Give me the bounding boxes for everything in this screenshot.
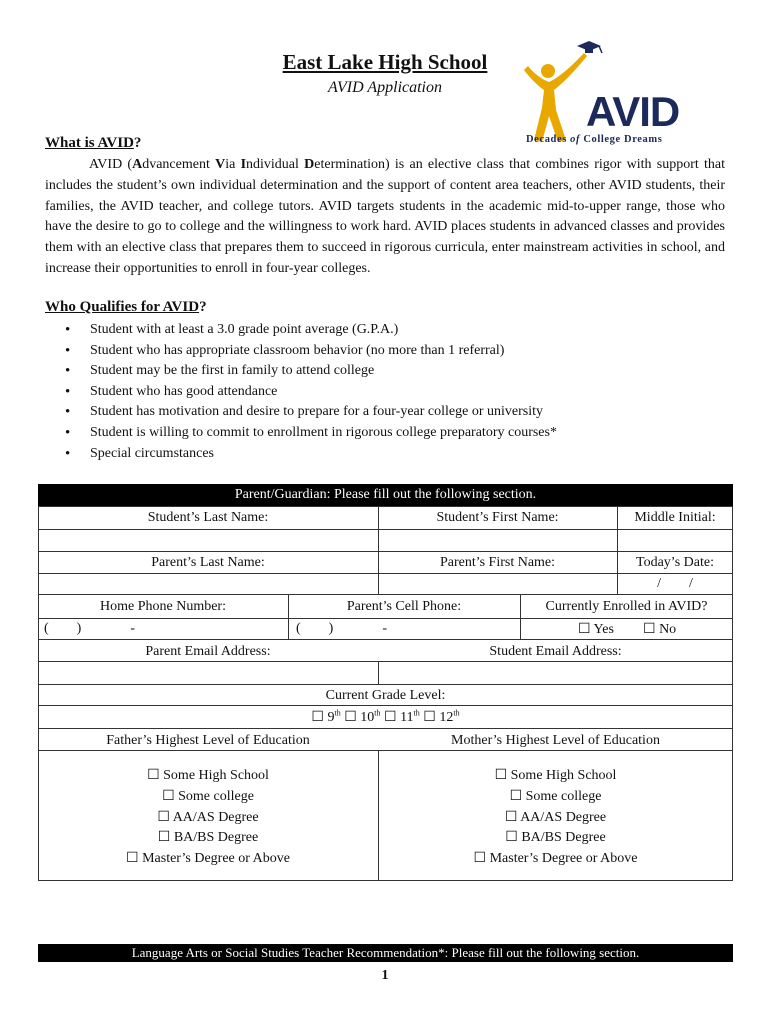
grade-11-checkbox[interactable]: ☐ 11th (384, 708, 420, 725)
teacher-section-header: Language Arts or Social Studies Teacher Recommendation*: Please fill out the following section. (38, 944, 733, 962)
cell-phone-label: Parent’s Cell Phone: (346, 599, 462, 614)
student-email-field[interactable] (379, 662, 732, 684)
avid-logo (522, 38, 712, 150)
what-is-avid-heading: What is AVID? (45, 135, 142, 151)
student-first-name-label: Student’s First Name: (436, 510, 559, 525)
form-title: AVID Application (328, 79, 442, 96)
mother-option-ba-bs[interactable]: ☐ BA/BS Degree (505, 830, 606, 846)
grade-level-options (38, 708, 733, 726)
list-item: • Student is willing to commit to enrollment in rigorous college preparatory courses* (45, 423, 557, 444)
list-item: • Student has motivation and desire to prepare for a four-year college or university (45, 402, 557, 423)
parent-section-header: Parent/Guardian: Please fill out the following section. (38, 484, 733, 506)
cell-phone-field[interactable]: ( ) - (296, 621, 387, 636)
father-option-ba-bs[interactable]: ☐ BA/BS Degree (157, 830, 259, 846)
avid-logo-tagline: Decades of College Dreams (526, 134, 663, 145)
enrolled-no-checkbox[interactable]: ☐ No (643, 622, 677, 637)
student-last-name-label: Student’s Last Name: (147, 510, 269, 525)
list-item: • Student who has appropriate classroom behavior (no more than 1 referral) (45, 341, 557, 362)
father-option-masters[interactable]: ☐ Master’s Degree or Above (126, 851, 290, 867)
home-phone-field[interactable]: ( ) - (44, 621, 135, 636)
parent-email-field[interactable] (39, 662, 378, 684)
mother-education-options (378, 766, 733, 870)
parent-first-name-label: Parent’s First Name: (439, 555, 556, 570)
mother-option-some-college[interactable]: ☐ Some college (509, 788, 602, 804)
enrolled-avid-label: Currently Enrolled in AVID? (545, 599, 708, 614)
mother-option-aa-as[interactable]: ☐ AA/AS Degree (504, 809, 607, 825)
mother-education-label: Mother’s Highest Level of Education (451, 733, 660, 748)
qualification-list (45, 320, 557, 464)
grade-9-checkbox[interactable]: ☐ 9th (311, 708, 341, 725)
father-education-options (38, 766, 378, 870)
father-option-aa-as[interactable]: ☐ AA/AS Degree (157, 809, 259, 825)
school-name: East Lake High School (282, 50, 488, 74)
parent-email-label: Parent Email Address: (145, 644, 271, 659)
student-first-name-field[interactable] (379, 530, 617, 551)
parent-first-name-field[interactable] (379, 574, 617, 594)
middle-initial-label: Middle Initial: (634, 510, 716, 525)
student-last-name-field[interactable] (39, 530, 378, 551)
list-item: • Special circumstances (45, 444, 557, 465)
todays-date-label: Today’s Date: (636, 555, 714, 570)
student-email-label: Student Email Address: (489, 644, 622, 659)
avid-logo-word: AVID (586, 88, 680, 135)
home-phone-label: Home Phone Number: (100, 599, 226, 614)
avid-description: AVID (Advancement Via Individual Determination) is an elective class that combines rigor with support that includes the student’s own individual determination and the support of content area teachers, other AVID students, their families, the AVID teacher, and college tutors. AVID targets students in the academic mid-to-upper range, those who have the desire to go to college and the willingness to work hard. AVID places students in advanced classes and provides them with an elective class that prepares them to succeed in rigorous curricula, enter mainstream activities in school, and increase their opportunities to enroll in four-year colleges. (45, 157, 726, 276)
who-qualifies-heading: Who Qualifies for AVID? (45, 299, 207, 315)
todays-date-field[interactable]: / / (657, 576, 693, 591)
mother-option-some-high-school[interactable]: ☐ Some High School (494, 768, 617, 783)
middle-initial-field[interactable] (618, 530, 732, 551)
list-item: • Student may be the first in family to attend college (45, 361, 557, 382)
list-item: • Student who has good attendance (45, 382, 557, 403)
father-option-some-high-school[interactable]: ☐ Some High School (147, 768, 269, 783)
father-option-some-college[interactable]: ☐ Some college (162, 788, 254, 804)
list-item: • Student with at least a 3.0 grade point average (G.P.A.) (45, 320, 557, 341)
grade-12-checkbox[interactable]: ☐ 12th (423, 708, 460, 725)
enrolled-yes-checkbox[interactable]: ☐ Yes (578, 622, 614, 637)
grade-10-checkbox[interactable]: ☐ 10th (344, 708, 381, 725)
parent-last-name-label: Parent’s Last Name: (151, 555, 265, 570)
parent-form-table (38, 484, 733, 881)
father-education-label: Father’s Highest Level of Education (106, 733, 310, 748)
mother-option-masters[interactable]: ☐ Master’s Degree or Above (473, 851, 638, 867)
parent-last-name-field[interactable] (39, 574, 378, 594)
page-number: 1 (381, 968, 389, 983)
grade-level-label: Current Grade Level: (325, 688, 446, 703)
